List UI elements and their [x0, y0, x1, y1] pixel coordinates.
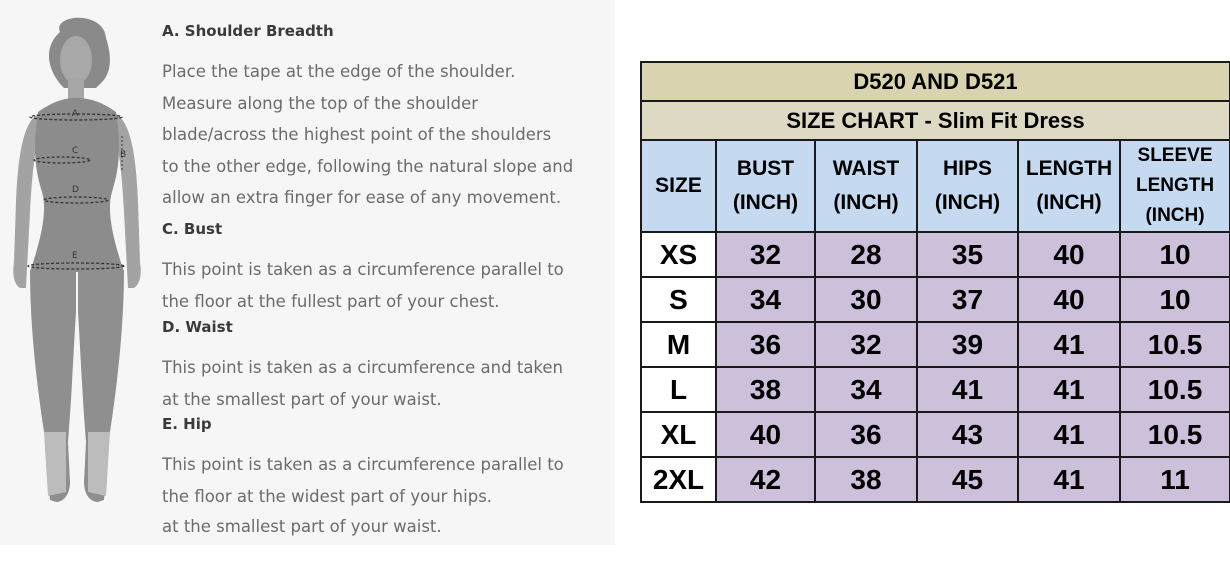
header-line: (INCH): [1036, 191, 1102, 214]
column-header-sleeve-length: [1120, 140, 1230, 232]
section-heading-waist: D. Waist: [162, 318, 233, 336]
header-line: SLEEVE: [1137, 145, 1213, 166]
text-line: allow an extra finger for ease of any movement.: [162, 188, 562, 207]
label-e: E: [72, 251, 78, 261]
size-cell: L: [641, 367, 716, 412]
length-cell: 41: [1018, 322, 1120, 367]
section-heading-hip: E. Hip: [162, 415, 212, 433]
column-header-size: [641, 140, 716, 232]
table-row: [641, 412, 1230, 457]
measurement-guide-panel: [0, 0, 615, 545]
table-row: [641, 232, 1230, 277]
column-header-bust: [716, 140, 815, 232]
label-d: D: [72, 185, 79, 195]
sleeve-length-cell: 10.5: [1120, 367, 1230, 412]
label-c: C: [72, 146, 79, 156]
table-subtitle-row: [641, 101, 1230, 140]
table-row: [641, 457, 1230, 502]
table-row: [641, 367, 1230, 412]
header-line: LENGTH: [1135, 175, 1215, 196]
body-figure: [8, 12, 150, 522]
text-line: to the other edge, following the natural slope and: [162, 156, 574, 176]
sleeve-length-cell: 11: [1120, 457, 1230, 502]
header-line: (INCH): [833, 191, 899, 214]
sleeve-length-cell: 10: [1120, 277, 1230, 322]
size-cell: XS: [641, 232, 716, 277]
hips-cell: 43: [917, 412, 1018, 457]
hips-cell: 35: [917, 232, 1018, 277]
table-row: [641, 277, 1230, 322]
size-chart-table: [640, 61, 1230, 503]
size-cell: 2XL: [641, 457, 716, 502]
bust-cell: 40: [716, 412, 815, 457]
waist-cell: 30: [815, 277, 917, 322]
bust-cell: 36: [716, 322, 815, 367]
table-row: [641, 322, 1230, 367]
size-cell: M: [641, 322, 716, 367]
text-line: the floor at the widest part of your hips.: [162, 486, 493, 506]
bust-cell: 32: [716, 232, 815, 277]
bust-cell: 34: [716, 277, 815, 322]
header-line: (INCH): [732, 191, 799, 214]
header-line: (INCH): [934, 191, 1001, 214]
length-cell: 41: [1018, 412, 1120, 457]
header-line: BUST: [736, 157, 795, 180]
waist-cell: 38: [815, 457, 917, 502]
column-header-length: [1018, 140, 1120, 232]
waist-cell: 28: [815, 232, 917, 277]
section-body-bust: [162, 254, 612, 317]
hips-cell: 39: [917, 322, 1018, 367]
size-cell: XL: [641, 412, 716, 457]
length-cell: 41: [1018, 367, 1120, 412]
text-line: blade/across the highest point of the shoulders: [162, 125, 552, 144]
column-header-hips: [917, 140, 1018, 232]
text-line: at the smallest part of your waist.: [162, 389, 442, 409]
table-subtitle: SIZE CHART - Slim Fit Dress: [641, 101, 1230, 140]
extra-text-line: at the smallest part of your waist.: [162, 517, 442, 536]
section-heading-bust: C. Bust: [162, 220, 223, 238]
header-line: SIZE: [655, 174, 702, 197]
section-body-waist: [162, 352, 612, 415]
sleeve-length-cell: 10.5: [1120, 322, 1230, 367]
length-cell: 41: [1018, 457, 1120, 502]
hips-cell: 45: [917, 457, 1018, 502]
section-body-hip: [162, 449, 612, 512]
text-line: the floor at the fullest part of your chest.: [162, 291, 500, 311]
length-cell: 40: [1018, 277, 1120, 322]
text-line: This point is taken as a circumference parallel to: [162, 455, 564, 474]
header-line: (INCH): [1145, 205, 1205, 226]
header-line: HIPS: [942, 157, 992, 180]
size-cell: S: [641, 277, 716, 322]
label-a: A: [72, 109, 79, 119]
table-header-row: [641, 140, 1230, 232]
table-title: D520 AND D521: [641, 62, 1230, 101]
table-title-row: [641, 62, 1230, 101]
bust-cell: 38: [716, 367, 815, 412]
text-line: This point is taken as a circumference parallel to: [162, 260, 564, 279]
column-header-waist: [815, 140, 917, 232]
sleeve-length-cell: 10.5: [1120, 412, 1230, 457]
bust-cell: 42: [716, 457, 815, 502]
text-line: Measure along the top of the shoulder: [162, 93, 479, 113]
length-cell: 40: [1018, 232, 1120, 277]
waist-cell: 36: [815, 412, 917, 457]
header-line: LENGTH: [1025, 157, 1113, 180]
hips-cell: 41: [917, 367, 1018, 412]
header-line: WAIST: [832, 157, 900, 180]
text-line: Place the tape at the edge of the shoulder.: [162, 62, 516, 81]
hips-cell: 37: [917, 277, 1018, 322]
sleeve-length-cell: 10: [1120, 232, 1230, 277]
waist-cell: 32: [815, 322, 917, 367]
section-body-shoulder: [162, 56, 612, 214]
text-line: This point is taken as a circumference and taken: [162, 358, 564, 377]
waist-cell: 34: [815, 367, 917, 412]
section-heading-shoulder: A. Shoulder Breadth: [162, 22, 334, 40]
body-figure-illustration: [8, 12, 150, 522]
label-b: B: [120, 150, 127, 160]
